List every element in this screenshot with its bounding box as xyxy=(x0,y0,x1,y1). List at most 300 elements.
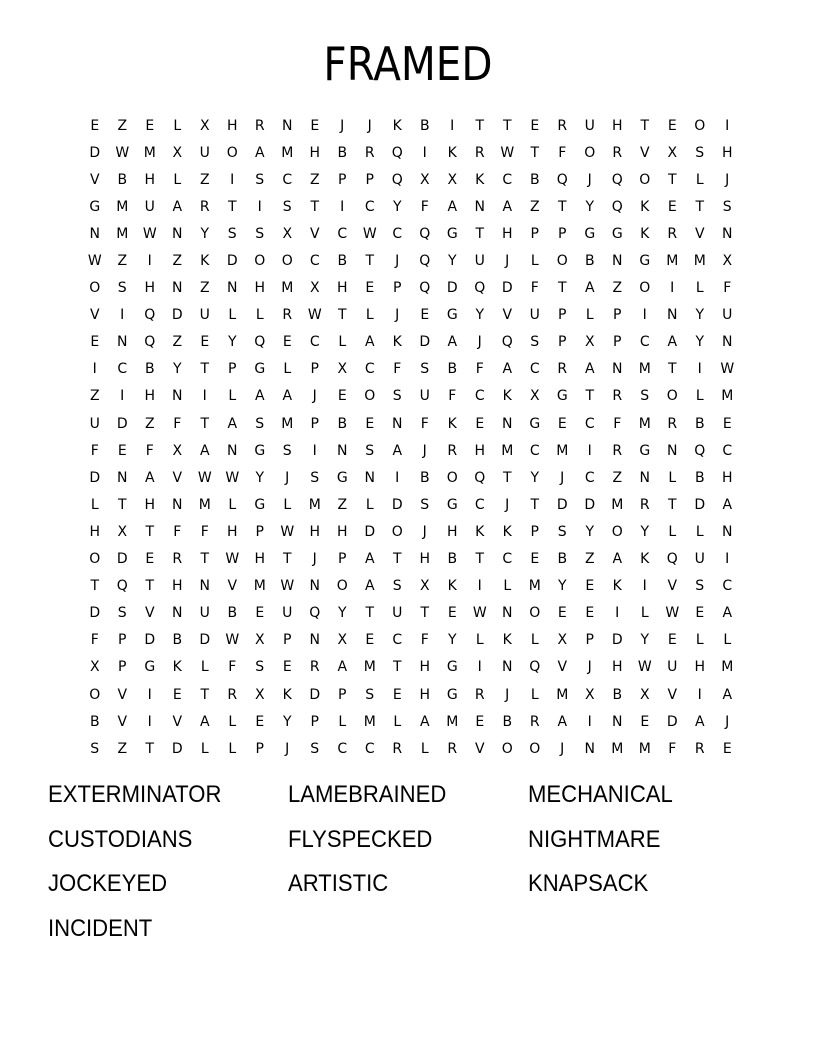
grid-letter[interactable]: S xyxy=(420,496,430,513)
grid-letter[interactable]: G xyxy=(254,496,266,513)
grid-letter[interactable]: N xyxy=(227,442,238,459)
grid-letter[interactable]: M xyxy=(363,659,376,676)
grid-letter[interactable]: D xyxy=(89,144,101,161)
grid-letter[interactable]: J xyxy=(725,171,730,188)
grid-letter[interactable]: T xyxy=(530,144,540,161)
grid-letter[interactable]: O xyxy=(226,144,238,161)
grid-letter[interactable]: C xyxy=(502,171,513,188)
grid-letter[interactable]: T xyxy=(200,686,210,703)
grid-letter[interactable]: K xyxy=(475,171,485,188)
grid-letter[interactable]: I xyxy=(230,171,235,188)
grid-letter[interactable]: D xyxy=(391,496,403,513)
grid-letter[interactable]: P xyxy=(283,632,292,649)
grid-letter[interactable]: A xyxy=(584,361,595,378)
grid-letter[interactable]: N xyxy=(227,280,238,297)
grid-letter[interactable]: X xyxy=(584,334,595,351)
grid-letter[interactable]: S xyxy=(530,334,540,351)
grid-letter[interactable]: E xyxy=(282,334,292,351)
grid-letter[interactable]: F xyxy=(475,361,484,378)
grid-letter[interactable]: H xyxy=(144,388,156,405)
grid-letter[interactable]: V xyxy=(227,578,238,595)
grid-letter[interactable]: P xyxy=(558,334,567,351)
grid-letter[interactable]: L xyxy=(228,713,237,730)
grid-letter[interactable]: U xyxy=(694,551,705,568)
grid-letter[interactable]: H xyxy=(254,280,266,297)
grid-letter[interactable]: T xyxy=(557,198,567,215)
grid-letter[interactable]: J xyxy=(505,496,510,513)
grid-letter[interactable]: Q xyxy=(116,578,128,595)
grid-letter[interactable]: E xyxy=(475,713,485,730)
grid-letter[interactable]: N xyxy=(117,469,128,486)
grid-letter[interactable]: L xyxy=(695,280,704,297)
grid-letter[interactable]: H xyxy=(254,551,266,568)
grid-letter[interactable]: L xyxy=(640,605,649,622)
grid-letter[interactable]: D xyxy=(116,551,128,568)
grid-letter[interactable]: M xyxy=(611,740,624,757)
grid-letter[interactable]: F xyxy=(393,361,402,378)
grid-letter[interactable]: N xyxy=(722,225,733,242)
grid-letter[interactable]: C xyxy=(309,334,320,351)
grid-letter[interactable]: T xyxy=(282,551,292,568)
grid-letter[interactable]: J xyxy=(367,117,372,134)
grid-letter[interactable]: G xyxy=(254,361,266,378)
grid-letter[interactable]: R xyxy=(612,144,623,161)
grid-letter[interactable]: Y xyxy=(282,713,292,730)
grid-letter[interactable]: E xyxy=(530,551,540,568)
grid-letter[interactable]: L xyxy=(283,496,292,513)
grid-letter[interactable]: L xyxy=(695,388,704,405)
grid-letter[interactable]: A xyxy=(502,198,513,215)
grid-letter[interactable]: M xyxy=(281,280,294,297)
grid-letter[interactable]: R xyxy=(557,117,568,134)
grid-letter[interactable]: V xyxy=(667,686,678,703)
grid-letter[interactable]: F xyxy=(420,415,429,432)
grid-letter[interactable]: U xyxy=(584,117,595,134)
grid-letter[interactable]: O xyxy=(611,523,623,540)
grid-letter[interactable]: K xyxy=(640,225,650,242)
grid-letter[interactable]: J xyxy=(422,442,427,459)
grid-letter[interactable]: N xyxy=(502,659,513,676)
grid-letter[interactable]: I xyxy=(257,198,262,215)
grid-letter[interactable]: S xyxy=(90,740,100,757)
grid-letter[interactable]: Q xyxy=(501,334,513,351)
grid-letter[interactable]: O xyxy=(89,551,101,568)
grid-letter[interactable]: D xyxy=(89,469,101,486)
grid-letter[interactable]: E xyxy=(667,632,677,649)
grid-letter[interactable]: R xyxy=(364,144,375,161)
grid-letter[interactable]: R xyxy=(227,686,238,703)
grid-letter[interactable]: M xyxy=(501,442,514,459)
grid-letter[interactable]: A xyxy=(199,442,210,459)
grid-letter[interactable]: K xyxy=(447,144,457,161)
grid-letter[interactable]: E xyxy=(557,415,567,432)
grid-letter[interactable]: H xyxy=(144,496,156,513)
grid-letter[interactable]: B xyxy=(419,469,430,486)
grid-letter[interactable]: D xyxy=(446,280,458,297)
grid-letter[interactable]: K xyxy=(172,659,182,676)
grid-letter[interactable]: W xyxy=(87,253,102,270)
grid-letter[interactable]: P xyxy=(118,632,127,649)
grid-letter[interactable]: G xyxy=(611,225,623,242)
grid-letter[interactable]: P xyxy=(338,686,347,703)
grid-letter[interactable]: C xyxy=(474,388,485,405)
grid-letter[interactable]: Y xyxy=(695,334,705,351)
grid-letter[interactable]: N xyxy=(502,605,513,622)
grid-letter[interactable]: U xyxy=(199,144,210,161)
grid-letter[interactable]: Y xyxy=(585,198,595,215)
grid-letter[interactable]: X xyxy=(172,144,183,161)
grid-letter[interactable]: T xyxy=(392,659,402,676)
grid-letter[interactable]: P xyxy=(338,171,347,188)
grid-letter[interactable]: Q xyxy=(144,307,156,324)
grid-letter[interactable]: O xyxy=(529,740,541,757)
grid-letter[interactable]: L xyxy=(338,713,347,730)
grid-letter[interactable]: X xyxy=(117,523,128,540)
grid-letter[interactable]: L xyxy=(530,253,539,270)
grid-letter[interactable]: A xyxy=(392,442,403,459)
grid-letter[interactable]: D xyxy=(171,307,183,324)
grid-letter[interactable]: W xyxy=(637,659,652,676)
grid-letter[interactable]: F xyxy=(228,659,237,676)
grid-letter[interactable]: O xyxy=(584,144,596,161)
grid-letter[interactable]: E xyxy=(310,117,320,134)
grid-letter[interactable]: Z xyxy=(117,740,128,757)
grid-letter[interactable]: D xyxy=(556,496,568,513)
grid-letter[interactable]: M xyxy=(638,361,651,378)
grid-letter[interactable]: U xyxy=(282,605,293,622)
grid-letter[interactable]: L xyxy=(228,740,237,757)
grid-letter[interactable]: H xyxy=(226,523,238,540)
grid-letter[interactable]: X xyxy=(89,659,100,676)
grid-letter[interactable]: D xyxy=(501,280,513,297)
grid-letter[interactable]: N xyxy=(172,388,183,405)
grid-letter[interactable]: I xyxy=(422,144,427,161)
grid-letter[interactable]: H xyxy=(419,659,431,676)
grid-letter[interactable]: T xyxy=(117,496,127,513)
grid-letter[interactable]: J xyxy=(587,171,592,188)
grid-letter[interactable]: T xyxy=(90,578,100,595)
grid-letter[interactable]: X xyxy=(419,171,430,188)
grid-letter[interactable]: Q xyxy=(391,171,403,188)
grid-letter[interactable]: T xyxy=(420,605,430,622)
grid-letter[interactable]: C xyxy=(364,198,375,215)
grid-letter[interactable]: O xyxy=(364,388,376,405)
grid-letter[interactable]: P xyxy=(613,307,622,324)
grid-letter[interactable]: I xyxy=(587,713,592,730)
grid-letter[interactable]: X xyxy=(254,686,265,703)
grid-letter[interactable]: T xyxy=(667,361,677,378)
grid-letter[interactable]: O xyxy=(639,280,651,297)
grid-letter[interactable]: Q xyxy=(529,659,541,676)
grid-letter[interactable]: P xyxy=(393,280,402,297)
grid-letter[interactable]: Y xyxy=(557,578,567,595)
grid-letter[interactable]: H xyxy=(419,551,431,568)
grid-letter[interactable]: H xyxy=(336,523,348,540)
grid-letter[interactable]: M xyxy=(308,496,321,513)
grid-letter[interactable]: N xyxy=(612,361,623,378)
grid-letter[interactable]: N xyxy=(639,469,650,486)
grid-letter[interactable]: V xyxy=(172,469,183,486)
grid-letter[interactable]: U xyxy=(199,605,210,622)
grid-letter[interactable]: K xyxy=(475,523,485,540)
grid-letter[interactable]: Q xyxy=(666,551,678,568)
grid-letter[interactable]: J xyxy=(312,388,317,405)
grid-letter[interactable]: S xyxy=(420,361,430,378)
grid-letter[interactable]: B xyxy=(529,171,540,188)
grid-letter[interactable]: F xyxy=(145,442,154,459)
grid-letter[interactable]: L xyxy=(420,740,429,757)
grid-letter[interactable]: R xyxy=(254,117,265,134)
grid-letter[interactable]: U xyxy=(89,415,100,432)
grid-letter[interactable]: X xyxy=(337,361,348,378)
grid-letter[interactable]: H xyxy=(721,144,733,161)
grid-letter[interactable]: X xyxy=(282,225,293,242)
grid-letter[interactable]: T xyxy=(585,388,595,405)
grid-letter[interactable]: M xyxy=(528,578,541,595)
grid-letter[interactable]: M xyxy=(281,415,294,432)
grid-letter[interactable]: U xyxy=(722,307,733,324)
grid-letter[interactable]: E xyxy=(722,740,732,757)
grid-letter[interactable]: L xyxy=(228,307,237,324)
grid-letter[interactable]: S xyxy=(392,578,402,595)
grid-letter[interactable]: B xyxy=(447,551,458,568)
grid-letter[interactable]: V xyxy=(172,713,183,730)
grid-letter[interactable]: E xyxy=(392,686,402,703)
grid-letter[interactable]: W xyxy=(720,361,735,378)
grid-letter[interactable]: B xyxy=(337,253,348,270)
grid-letter[interactable]: M xyxy=(638,415,651,432)
grid-letter[interactable]: E xyxy=(90,117,100,134)
grid-letter[interactable]: Y xyxy=(530,469,540,486)
grid-letter[interactable]: L xyxy=(90,496,99,513)
grid-letter[interactable]: N xyxy=(309,632,320,649)
grid-letter[interactable]: P xyxy=(365,171,374,188)
grid-letter[interactable]: Q xyxy=(419,253,431,270)
grid-letter[interactable]: F xyxy=(420,198,429,215)
grid-letter[interactable]: O xyxy=(639,171,651,188)
grid-letter[interactable]: W xyxy=(142,225,157,242)
grid-letter[interactable]: N xyxy=(172,605,183,622)
grid-letter[interactable]: R xyxy=(282,307,293,324)
grid-letter[interactable]: M xyxy=(281,144,294,161)
grid-letter[interactable]: O xyxy=(694,117,706,134)
grid-letter[interactable]: N xyxy=(392,415,403,432)
grid-letter[interactable]: M xyxy=(556,686,569,703)
grid-letter[interactable]: I xyxy=(615,605,620,622)
grid-letter[interactable]: O xyxy=(529,605,541,622)
grid-letter[interactable]: R xyxy=(199,198,210,215)
grid-letter[interactable]: F xyxy=(530,280,539,297)
grid-letter[interactable]: B xyxy=(337,144,348,161)
grid-letter[interactable]: T xyxy=(695,198,705,215)
grid-letter[interactable]: I xyxy=(642,307,647,324)
grid-letter[interactable]: P xyxy=(530,523,539,540)
grid-letter[interactable]: S xyxy=(282,442,292,459)
grid-letter[interactable]: E xyxy=(585,578,595,595)
grid-letter[interactable]: N xyxy=(502,415,513,432)
grid-letter[interactable]: X xyxy=(722,253,733,270)
grid-letter[interactable]: L xyxy=(723,632,732,649)
grid-letter[interactable]: L xyxy=(503,578,512,595)
grid-letter[interactable]: B xyxy=(557,551,568,568)
grid-letter[interactable]: L xyxy=(200,659,209,676)
grid-letter[interactable]: E xyxy=(117,442,127,459)
grid-letter[interactable]: A xyxy=(557,713,568,730)
grid-letter[interactable]: U xyxy=(199,307,210,324)
grid-letter[interactable]: Z xyxy=(612,469,623,486)
grid-letter[interactable]: M xyxy=(116,225,129,242)
grid-letter[interactable]: L xyxy=(338,334,347,351)
grid-letter[interactable]: Q xyxy=(474,280,486,297)
grid-letter[interactable]: B xyxy=(227,605,238,622)
grid-letter[interactable]: F xyxy=(420,632,429,649)
grid-letter[interactable]: T xyxy=(145,578,155,595)
grid-letter[interactable]: Y xyxy=(640,632,650,649)
grid-letter[interactable]: V xyxy=(89,307,100,324)
grid-letter[interactable]: L xyxy=(668,469,677,486)
grid-letter[interactable]: H xyxy=(89,523,101,540)
grid-letter[interactable]: M xyxy=(611,496,624,513)
grid-letter[interactable]: E xyxy=(695,605,705,622)
grid-letter[interactable]: Z xyxy=(337,496,348,513)
grid-letter[interactable]: Y xyxy=(227,334,237,351)
grid-letter[interactable]: B xyxy=(502,713,513,730)
grid-letter[interactable]: L xyxy=(365,496,374,513)
grid-letter[interactable]: H xyxy=(694,659,706,676)
grid-letter[interactable]: X xyxy=(584,686,595,703)
grid-letter[interactable]: R xyxy=(392,740,403,757)
grid-letter[interactable]: Q xyxy=(254,334,266,351)
grid-letter[interactable]: U xyxy=(419,388,430,405)
grid-letter[interactable]: A xyxy=(199,713,210,730)
grid-letter[interactable]: Y xyxy=(392,198,402,215)
grid-letter[interactable]: X xyxy=(639,686,650,703)
grid-letter[interactable]: I xyxy=(120,307,125,324)
grid-letter[interactable]: S xyxy=(255,415,265,432)
grid-letter[interactable]: V xyxy=(694,225,705,242)
grid-letter[interactable]: B xyxy=(172,632,183,649)
grid-letter[interactable]: O xyxy=(446,469,458,486)
grid-letter[interactable]: L xyxy=(283,361,292,378)
grid-letter[interactable]: X xyxy=(309,280,320,297)
grid-letter[interactable]: M xyxy=(556,442,569,459)
grid-letter[interactable]: L xyxy=(475,632,484,649)
grid-letter[interactable]: L xyxy=(585,307,594,324)
grid-letter[interactable]: P xyxy=(310,713,319,730)
grid-letter[interactable]: R xyxy=(612,442,623,459)
grid-letter[interactable]: F xyxy=(723,280,732,297)
grid-letter[interactable]: I xyxy=(725,117,730,134)
grid-letter[interactable]: I xyxy=(92,361,97,378)
grid-letter[interactable]: D xyxy=(199,632,211,649)
grid-letter[interactable]: C xyxy=(282,171,293,188)
grid-letter[interactable]: E xyxy=(722,415,732,432)
grid-letter[interactable]: M xyxy=(446,713,459,730)
grid-letter[interactable]: J xyxy=(560,469,565,486)
grid-letter[interactable]: X xyxy=(199,117,210,134)
grid-letter[interactable]: Z xyxy=(117,253,128,270)
grid-letter[interactable]: S xyxy=(310,740,320,757)
grid-letter[interactable]: I xyxy=(312,442,317,459)
grid-letter[interactable]: O xyxy=(666,388,678,405)
grid-letter[interactable]: M xyxy=(721,388,734,405)
grid-letter[interactable]: G xyxy=(336,469,348,486)
grid-letter[interactable]: S xyxy=(365,686,375,703)
grid-letter[interactable]: K xyxy=(392,117,402,134)
grid-letter[interactable]: K xyxy=(447,415,457,432)
grid-letter[interactable]: Q xyxy=(144,334,156,351)
grid-letter[interactable]: Z xyxy=(89,388,100,405)
grid-letter[interactable]: O xyxy=(556,253,568,270)
grid-letter[interactable]: J xyxy=(340,117,345,134)
grid-letter[interactable]: R xyxy=(172,551,183,568)
grid-letter[interactable]: R xyxy=(447,442,458,459)
grid-letter[interactable]: N xyxy=(337,442,348,459)
grid-letter[interactable]: H xyxy=(611,117,623,134)
grid-letter[interactable]: L xyxy=(393,713,402,730)
grid-letter[interactable]: A xyxy=(254,388,265,405)
grid-letter[interactable]: R xyxy=(474,144,485,161)
grid-letter[interactable]: C xyxy=(337,740,348,757)
grid-letter[interactable]: E xyxy=(365,632,375,649)
grid-letter[interactable]: D xyxy=(694,496,706,513)
grid-letter[interactable]: J xyxy=(285,740,290,757)
grid-letter[interactable]: Z xyxy=(309,171,320,188)
grid-letter[interactable]: J xyxy=(505,253,510,270)
grid-letter[interactable]: S xyxy=(255,225,265,242)
grid-letter[interactable]: E xyxy=(585,605,595,622)
grid-letter[interactable]: D xyxy=(116,415,128,432)
grid-letter[interactable]: A xyxy=(419,713,430,730)
grid-letter[interactable]: C xyxy=(474,496,485,513)
grid-letter[interactable]: V xyxy=(557,659,568,676)
grid-letter[interactable]: X xyxy=(337,632,348,649)
grid-letter[interactable]: Q xyxy=(556,171,568,188)
grid-letter[interactable]: T xyxy=(530,496,540,513)
grid-letter[interactable]: Y xyxy=(255,469,265,486)
grid-letter[interactable]: O xyxy=(89,686,101,703)
grid-letter[interactable]: S xyxy=(255,171,265,188)
grid-letter[interactable]: T xyxy=(640,117,650,134)
grid-letter[interactable]: S xyxy=(227,225,237,242)
grid-letter[interactable]: U xyxy=(474,253,485,270)
grid-letter[interactable]: T xyxy=(310,198,320,215)
grid-letter[interactable]: E xyxy=(530,117,540,134)
grid-letter[interactable]: F xyxy=(448,388,457,405)
grid-letter[interactable]: V xyxy=(667,578,678,595)
grid-letter[interactable]: K xyxy=(200,253,210,270)
grid-letter[interactable]: E xyxy=(255,605,265,622)
grid-letter[interactable]: L xyxy=(173,117,182,134)
grid-letter[interactable]: S xyxy=(365,442,375,459)
grid-letter[interactable]: X xyxy=(667,144,678,161)
grid-letter[interactable]: P xyxy=(558,307,567,324)
grid-letter[interactable]: Y xyxy=(447,632,457,649)
grid-letter[interactable]: F xyxy=(200,523,209,540)
grid-letter[interactable]: I xyxy=(697,686,702,703)
grid-letter[interactable]: B xyxy=(117,171,128,188)
grid-letter[interactable]: R xyxy=(667,415,678,432)
grid-letter[interactable]: M xyxy=(363,713,376,730)
grid-letter[interactable]: L xyxy=(530,632,539,649)
grid-letter[interactable]: N xyxy=(612,253,623,270)
grid-letter[interactable]: L xyxy=(668,523,677,540)
grid-letter[interactable]: I xyxy=(120,388,125,405)
grid-letter[interactable]: I xyxy=(340,198,345,215)
grid-letter[interactable]: C xyxy=(392,632,403,649)
grid-letter[interactable]: L xyxy=(365,307,374,324)
grid-letter[interactable]: T xyxy=(227,198,237,215)
